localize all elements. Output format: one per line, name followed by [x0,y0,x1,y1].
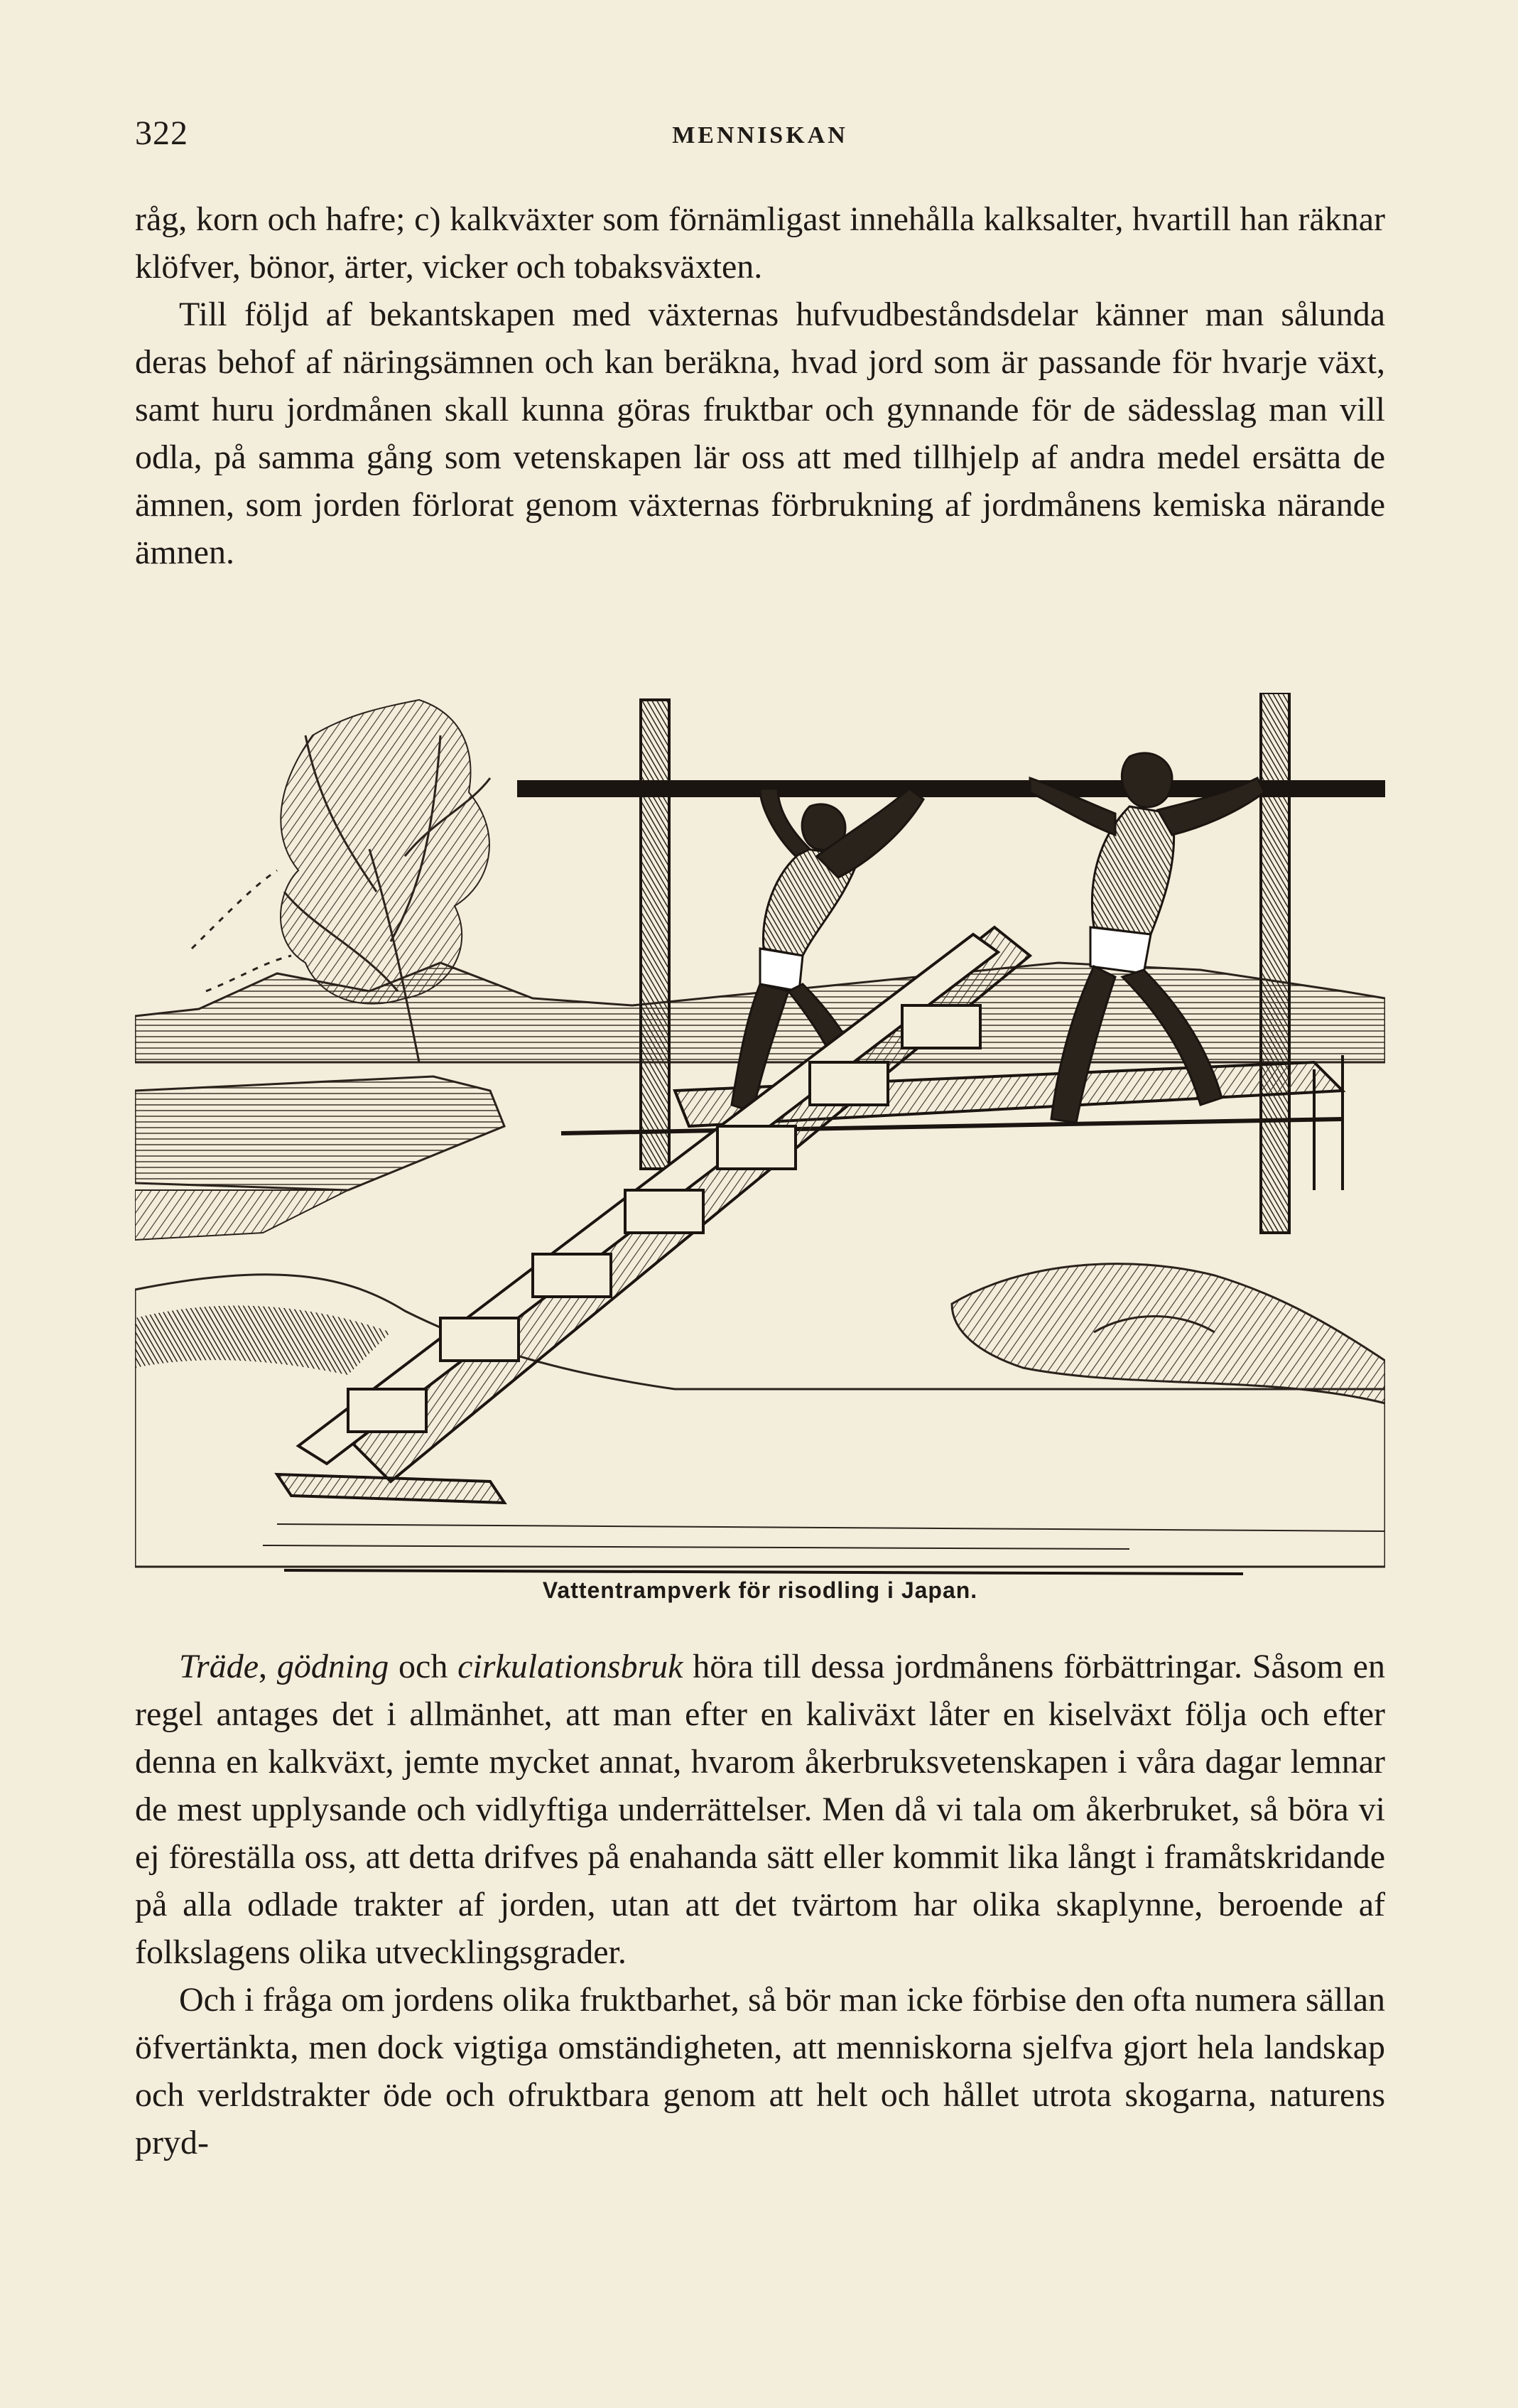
figure-caption: Vattentrampverk för risodling i Japan. [542,1577,978,1603]
page-number: 322 [135,114,188,152]
paragraph: Till följd af bekantskapen med växternas hufvudbeståndsdelar känner man sålunda deras behof af näringsämnen och kan beräkna, hvad jord som är passande för hvarje växt, samt huru jordmånen skall kunna göras fruktbar och gynnande för de sädesslag man vill odla, på samma gång som vetenskapen lär oss att med tillhjelp af andra medel ersätta de ämnen, som jorden förlorat genom växternas förbrukning af jordmånens kemiska närande ämnen. [135,296,1385,571]
paragraph: Och i fråga om jordens olika fruktbarhet, så bör man icke förbise den ofta numera sällan öfvertänkta, men dock vigtiga omständigheten, att menniskorna sjelfva gjort hela landskap och verldstrakter öde och ofruktbara genom att helt och hållet utrota skogarna, naturens pryd- [135,1981,1385,2161]
paragraph-continued: råg, korn och hafre; c) kalkväxter som förnämligast innehålla kalksalter, hvartill han räknar klöfver, bönor, ärter, vicker och tobaksväxten. [135,200,1385,286]
running-head: MENNISKAN [672,122,848,149]
engraving-figure [135,693,1385,1603]
ground-line [284,1570,1243,1574]
paragraph: Träde, gödning och cirkulationsbruk höra till dessa jordmånens förbättringar. Såsom en regel antages det i allmänhet, att man efter en kaliväxt låter en kiselväxt följa och efter denna en kalkväxt, jemte mycket annat, hvarom åkerbruksvetenskapen i våra dagar lemnar de mest upplysande och vidlyftiga underrättelser. Men då vi tala om åkerbruket, så böra vi ej föreställa oss, att detta drifves på enahanda sätt eller kommit lika långt i framåtskridande på alla odlade trakter af jorden, utan att det tvärtom har olika skaplynne, beroende af folkslagens olika utvecklingsgrader. [135,1648,1385,1971]
water-treadmill-illustration [135,693,1385,1581]
bottom-text-block [135,1643,1385,2166]
term-cirkulationsbruk: cirkulationsbruk [457,1648,683,1685]
page-header [135,114,1385,163]
term-trade: Träde [179,1648,259,1685]
term-godning: gödning [276,1648,389,1685]
top-text-block [135,195,1385,576]
paddy-embankment [135,1076,504,1190]
